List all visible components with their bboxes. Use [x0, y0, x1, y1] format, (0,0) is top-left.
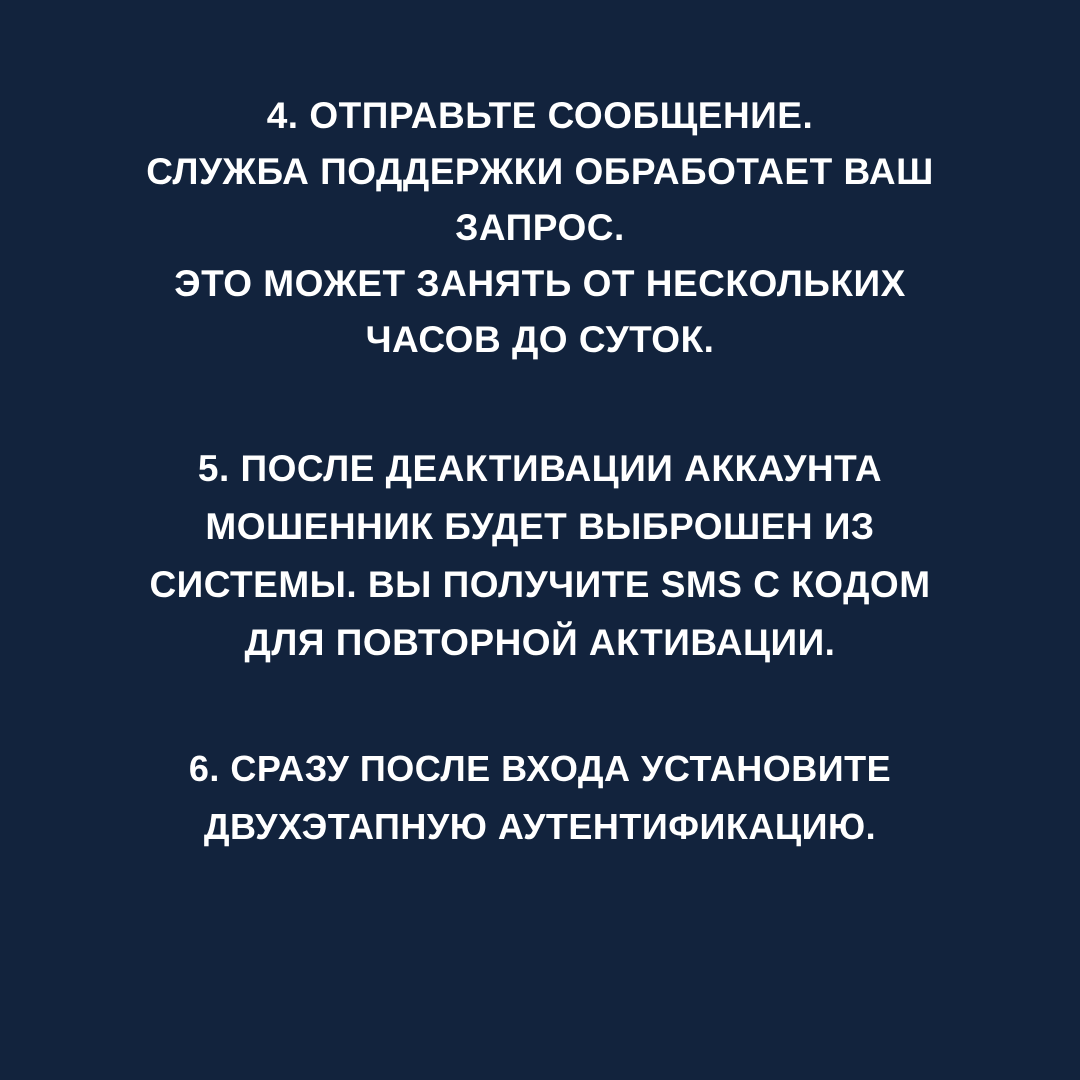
step-4-line-2: СЛУЖБА ПОДДЕРЖКИ ОБРАБОТАЕТ ВАШ: [146, 151, 934, 192]
step-6-block: [60, 740, 1020, 856]
step-5-line-1: 5. ПОСЛЕ ДЕАКТИВАЦИИ АККАУНТА: [197, 448, 883, 489]
step-6-line-1: 6. СРАЗУ ПОСЛЕ ВХОДА УСТАНОВИТЕ: [188, 748, 892, 789]
step-5-block: [60, 440, 1020, 672]
step-4-line-3: ЗАПРОС.: [455, 207, 625, 248]
step-4-line-4: ЭТО МОЖЕТ ЗАНЯТЬ ОТ НЕСКОЛЬКИХ: [174, 263, 906, 304]
step-6-line-2: ДВУХЭТАПНУЮ АУТЕНТИФИКАЦИЮ.: [203, 806, 877, 847]
step-4-line-1: 4. ОТПРАВЬТЕ СООБЩЕНИЕ.: [266, 95, 814, 136]
step-4-line-5: ЧАСОВ ДО СУТОК.: [365, 319, 715, 360]
step-4-block: [60, 88, 1020, 368]
step-5-line-4: ДЛЯ ПОВТОРНОЙ АКТИВАЦИИ.: [244, 622, 836, 663]
step-5-line-3: СИСТЕМЫ. ВЫ ПОЛУЧИТЕ SMS С КОДОМ: [149, 564, 931, 605]
step-5-line-2: МОШЕННИК БУДЕТ ВЫБРОШЕН ИЗ: [205, 506, 875, 547]
